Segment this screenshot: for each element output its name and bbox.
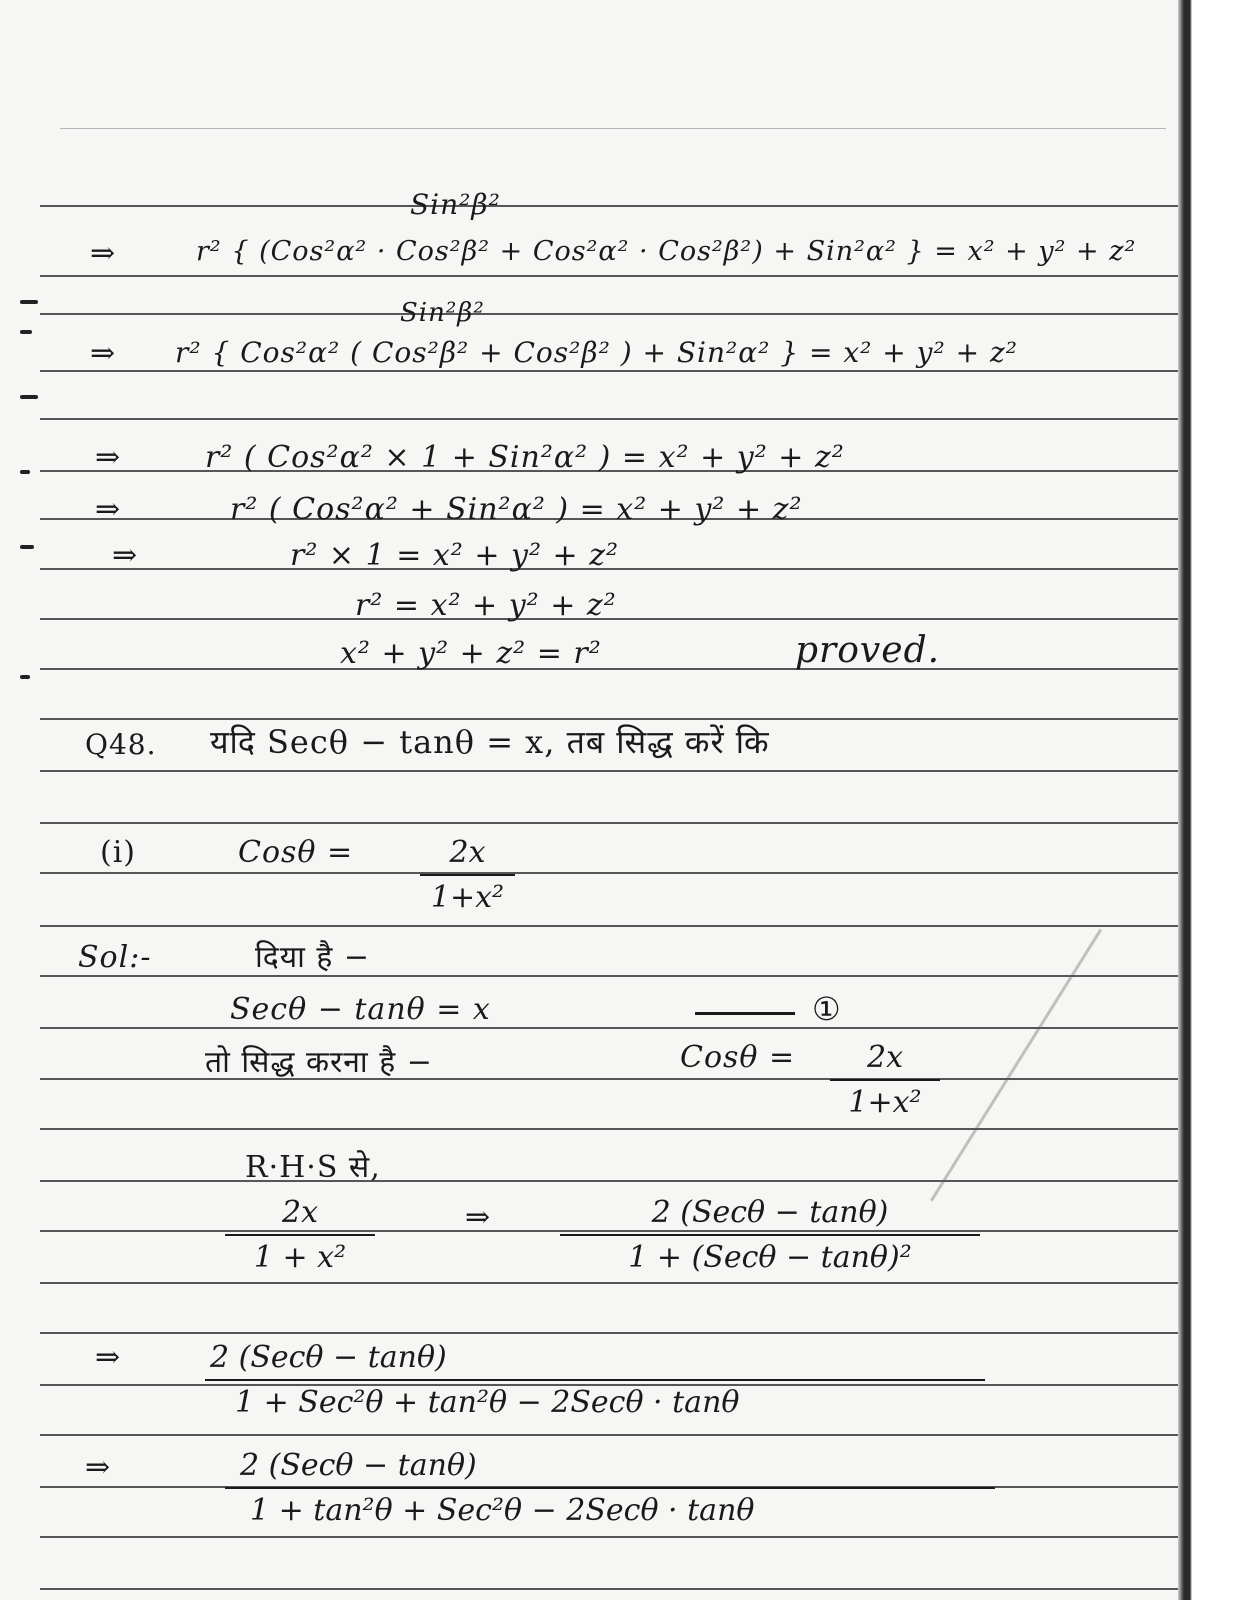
annotation-sin-beta: Sin²β²	[410, 188, 501, 221]
question-text: यदि Secθ − tanθ = x, तब सिद्ध करें कि	[210, 723, 770, 761]
ruled-line	[40, 822, 1178, 824]
equation-dash	[695, 1012, 795, 1015]
ruled-line	[40, 668, 1178, 670]
rhs-label: R·H·S से,	[245, 1150, 381, 1185]
binding-mark	[20, 330, 32, 334]
binding-mark	[20, 395, 38, 399]
fraction-step-2	[225, 1448, 995, 1528]
ruled-line	[40, 1434, 1178, 1436]
ruled-line	[40, 1027, 1178, 1029]
binding-mark	[20, 300, 38, 304]
equation-tag: ①	[812, 990, 842, 1028]
ruled-line	[40, 1128, 1178, 1130]
binding-mark	[20, 470, 30, 474]
equation-line-4: r² ( Cos²α² + Sin²α² ) = x² + y² + z²	[230, 492, 803, 527]
fraction-denominator: 1 + (Secθ − tanθ)²	[628, 1240, 912, 1275]
implies-arrow: ⇒	[465, 1200, 492, 1235]
ruled-line	[40, 275, 1178, 277]
ruled-line	[40, 205, 1178, 207]
ruled-line	[40, 872, 1178, 874]
fraction-denominator: 1+x²	[848, 1085, 922, 1120]
solution-label: Sol:-	[78, 940, 152, 975]
binding-mark	[20, 545, 34, 549]
implies-arrow: ⇒	[90, 336, 117, 371]
fraction-denominator: 1 + x²	[253, 1240, 347, 1275]
page-edge-shadow	[1178, 0, 1236, 1600]
question-number: Q48.	[85, 728, 157, 761]
fraction-numerator: 2 (Secθ − tanθ)	[210, 1340, 447, 1375]
implies-arrow: ⇒	[95, 492, 122, 527]
fraction-bar	[225, 1487, 995, 1489]
ruled-line	[40, 1180, 1178, 1182]
ruled-line	[40, 313, 1178, 315]
ruled-line	[40, 925, 1178, 927]
faint-rule	[60, 128, 1166, 129]
fraction-rhs	[225, 1195, 375, 1275]
fraction-numerator: 2 (Secθ − tanθ)	[651, 1195, 889, 1230]
ruled-line	[40, 975, 1178, 977]
ruled-line	[40, 1282, 1178, 1284]
implies-arrow: ⇒	[90, 236, 117, 271]
part-i-lhs: Cosθ =	[238, 835, 354, 870]
ruled-line	[40, 770, 1178, 772]
fraction-step-1	[205, 1340, 985, 1420]
fraction-denominator: 1 + tan²θ + Sec²θ − 2Secθ · tanθ	[250, 1493, 755, 1528]
given-text: दिया है −	[255, 940, 371, 975]
fraction-numerator: 2x	[449, 835, 486, 870]
fraction-denominator: 1 + Sec²θ + tan²θ − 2Secθ · tanθ	[235, 1385, 740, 1420]
fraction-bar	[420, 874, 515, 876]
ruled-line	[40, 418, 1178, 420]
implies-arrow: ⇒	[112, 538, 139, 573]
equation-line-3: r² ( Cos²α² × 1 + Sin²α² ) = x² + y² + z²	[205, 440, 845, 475]
proved-note: proved.	[795, 630, 941, 671]
equation-line-5: r² × 1 = x² + y² + z²	[290, 538, 620, 573]
to-prove-text: तो सिद्ध करना है −	[205, 1045, 433, 1080]
fraction-substituted	[560, 1195, 980, 1275]
annotation-sin-beta: Sin²β²	[400, 298, 485, 328]
equation-line-6: r² = x² + y² + z²	[355, 588, 617, 623]
fraction-denominator: 1+x²	[430, 880, 505, 915]
fraction-bar	[225, 1234, 375, 1236]
implies-arrow: ⇒	[95, 440, 122, 475]
fraction-to-prove	[830, 1040, 940, 1120]
fraction-bar	[830, 1079, 940, 1081]
implies-arrow: ⇒	[95, 1340, 122, 1375]
equation-line-2: r² { Cos²α² ( Cos²β² + Cos²β² ) + Sin²α² } = x² + y² + z²	[175, 336, 1018, 369]
stray-pen-stroke	[930, 929, 1102, 1202]
equation-given: Secθ − tanθ = x	[230, 992, 491, 1027]
fraction-numerator: 2x	[866, 1040, 903, 1075]
ruled-line	[40, 1332, 1178, 1334]
fraction-bar	[560, 1234, 980, 1236]
ruled-line	[40, 370, 1178, 372]
binding-mark	[20, 675, 30, 679]
implies-arrow: ⇒	[85, 1450, 112, 1485]
fraction-numerator: 2 (Secθ − tanθ)	[240, 1448, 477, 1483]
ruled-line	[40, 1588, 1178, 1590]
fraction-bar	[205, 1379, 985, 1381]
fraction-numerator: 2x	[281, 1195, 318, 1230]
fraction-part-i	[420, 835, 515, 915]
ruled-line	[40, 1536, 1178, 1538]
equation-line-7: x² + y² + z² = r²	[340, 636, 602, 671]
part-label: (i)	[100, 835, 137, 870]
to-prove-lhs: Cosθ =	[680, 1040, 796, 1075]
equation-line-1: r² { (Cos²α² · Cos²β² + Cos²α² · Cos²β²) + Sin²α² } = x² + y² + z²	[196, 236, 1137, 267]
